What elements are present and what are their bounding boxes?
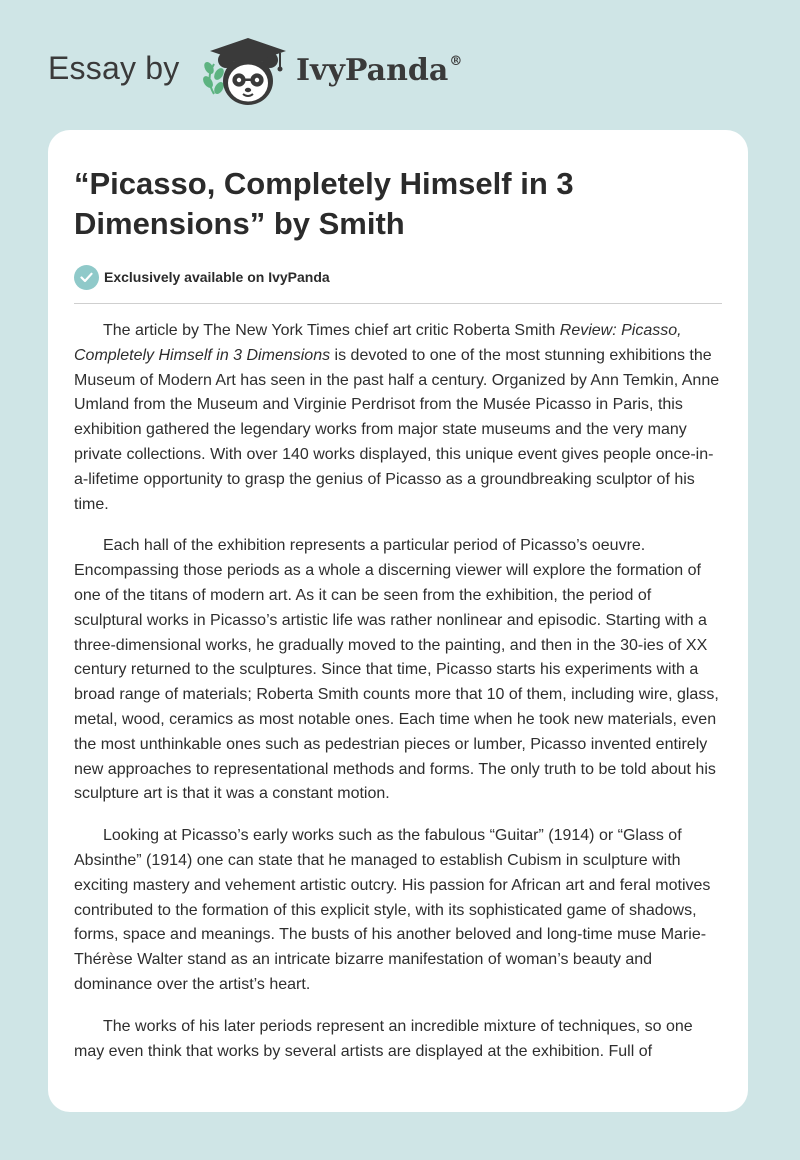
panda-graduate-logo-icon[interactable]	[200, 36, 296, 112]
essay-title: “Picasso, Completely Himself in 3 Dimensions” by Smith	[74, 166, 574, 241]
brand-wordmark[interactable]	[296, 53, 462, 88]
check-circle-icon	[74, 265, 99, 290]
paragraph-1-intro: The article by The New York Times chief art critic Roberta Smith	[103, 322, 560, 339]
exclusive-badge	[74, 264, 330, 290]
essay-card	[48, 130, 748, 1112]
brand-name: IvyPanda	[296, 53, 449, 88]
paragraph-3: Looking at Picasso’s early works such as the fabulous “Guitar” (1914) or “Glass of Absinthe” (1914) one can state that he managed to establish Cubism in sculpture with exciting mastery and vehement artistic outcry. His passion for African art and feral motives contributed to the formation of this explicit style, with its sophisticated game of shadows, forms, space and meanings. The busts of his another beloved and long-time muse Marie-Thérèse Walter stand as an intricate bizarre manifestation of woman’s beauty and dominance over the artist’s heart.	[74, 827, 711, 993]
paragraph-2: Each hall of the exhibition represents a particular period of Picasso’s oeuvre. Encompassing those periods as a whole a discerning viewer will explore the formation of one of the titans of modern art. As it can be seen from the exhibition, the period of sculptural works in Picasso’s artistic life was rather nonlinear and episodic. Starting with a three-dimensional works, he gradually moved to the painting, and then in the 30-ies of XX century returned to the sculptures. Since that time, Picasso starts his experiments with a broad range of materials; Roberta Smith counts more that 10 of them, including wire, glass, metal, wood, ceramics as most notable ones. Each time when he took new materials, even the most unthinkable ones such as pedestrian pieces or lumber, Picasso invented entirely new approaches to representational methods and forms. The only truth to be told about his sculpture art is that it was a constant motion.	[74, 537, 719, 803]
registered-mark: ®	[449, 54, 463, 69]
paragraph-4: The works of his later periods represent an incredible mixture of techniques, so one may even think that works by several artists are displayed at the exhibition. Full of	[74, 1017, 693, 1060]
essay-body	[74, 319, 724, 1064]
essay-by-label: Essay by	[48, 50, 180, 86]
exclusive-badge-text: Exclusively available on IvyPanda	[104, 269, 330, 285]
article-title-reference: Review: Picasso, Completely Himself in 3 Dimensions	[74, 322, 682, 364]
paragraph-1-rest: is devoted to one of the most stunning exhibitions the Museum of Modern Art has seen in the past half a century. Organized by Ann Temkin, Anne Umland from the Museum and Virginie Perdrisot from the Musée Picasso in Paris, this exhibition gathered the legendary works from major state museums and the very many private collections. With over 140 works displayed, this unique event gives people once-in-a-lifetime opportunity to grasp the genius of Picasso as a groundbreaking sculptor of his time.	[74, 346, 720, 513]
title-divider	[74, 303, 722, 304]
paragraph-1	[74, 319, 724, 517]
site-header	[0, 0, 800, 120]
